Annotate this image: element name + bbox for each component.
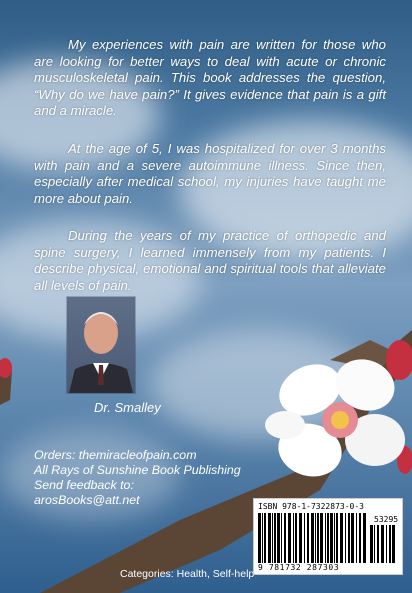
barcode-bar bbox=[334, 513, 335, 563]
barcode-bar bbox=[330, 513, 333, 563]
categories-label: Categories: Health, Self-help bbox=[120, 568, 255, 580]
barcode-bar bbox=[311, 513, 314, 563]
barcode-bar bbox=[340, 513, 343, 563]
barcode-bar bbox=[277, 513, 280, 563]
barcode-bar bbox=[377, 525, 379, 563]
barcode-bar bbox=[351, 513, 354, 563]
author-photo bbox=[67, 297, 135, 393]
barcode-bar bbox=[281, 513, 282, 563]
barcode-bar bbox=[274, 513, 276, 563]
barcode-bar bbox=[317, 513, 319, 563]
blossom-flower bbox=[265, 351, 405, 483]
barcode-bar bbox=[386, 525, 387, 563]
description-paragraph: My experiences with pain are written for those who are looking for better ways to deal with acute or chronic musculoskeletal pain. This book addresses the question, “Why do we have pain?” It gives evidence that pain is a gift and a miracle. bbox=[34, 37, 386, 118]
barcode-bar bbox=[363, 513, 366, 563]
barcode-bar bbox=[389, 525, 391, 563]
barcode-bar bbox=[348, 513, 350, 563]
barcode-bar bbox=[315, 513, 316, 563]
price-barcode-bars bbox=[370, 525, 398, 563]
barcode-digits: 9 781732 287303 bbox=[258, 563, 340, 572]
description-paragraph: At the age of 5, I was hospitalized for over 3 months with pain and a severe autoimmune illness. Since then, especially after medical school, my injuries have taught me more about pain. bbox=[34, 141, 386, 206]
barcode-bars bbox=[258, 513, 366, 563]
feedback-email: arosBooks@att.net bbox=[34, 493, 140, 507]
barcode-bar bbox=[325, 513, 326, 563]
feedback-label: Send feedback to: bbox=[34, 478, 134, 492]
barcode-bar bbox=[370, 525, 373, 563]
barcode-bar bbox=[262, 513, 263, 563]
barcode-bar bbox=[307, 513, 309, 563]
description-paragraph: During the years of my practice of orthopedic and spine surgery, I learned immensely from my patients. I describe physical, emotional and spiritual tools that alleviate all levels of pain. bbox=[34, 228, 386, 293]
barcode-bar bbox=[336, 513, 338, 563]
orders-line: Orders: themiracleofpain.com bbox=[34, 448, 197, 462]
author-caption: Dr. Smalley bbox=[94, 400, 161, 415]
description-text bbox=[34, 37, 386, 120]
barcode-bar bbox=[288, 513, 291, 563]
description-text bbox=[34, 228, 386, 294]
barcode-bar bbox=[293, 513, 294, 563]
barcode-bar bbox=[272, 513, 273, 563]
description-text bbox=[34, 141, 386, 207]
publisher-line: All Rays of Sunshine Book Publishing bbox=[34, 463, 241, 477]
barcode-bar bbox=[356, 513, 357, 563]
barcode-bar bbox=[258, 513, 261, 563]
barcode-bar bbox=[295, 513, 297, 563]
isbn-barcode bbox=[254, 499, 402, 574]
ordering-info bbox=[34, 448, 241, 508]
price-code: 53295 bbox=[374, 515, 399, 524]
barcode-bar bbox=[320, 513, 323, 563]
barcode-bar bbox=[381, 525, 384, 563]
barcode-bar bbox=[392, 525, 395, 563]
barcode-bar bbox=[345, 513, 346, 563]
barcode-bar bbox=[359, 513, 361, 563]
barcode-bar bbox=[268, 513, 271, 563]
barcode-bar bbox=[284, 513, 286, 563]
barcode-bar bbox=[304, 513, 305, 563]
barcode-bar bbox=[327, 513, 329, 563]
author-portrait-icon bbox=[67, 297, 135, 393]
isbn-text: ISBN 978-1-7322873-0-3 bbox=[258, 502, 364, 511]
barcode-bar bbox=[374, 525, 375, 563]
barcode-bar bbox=[264, 513, 266, 563]
barcode-bar bbox=[299, 513, 302, 563]
